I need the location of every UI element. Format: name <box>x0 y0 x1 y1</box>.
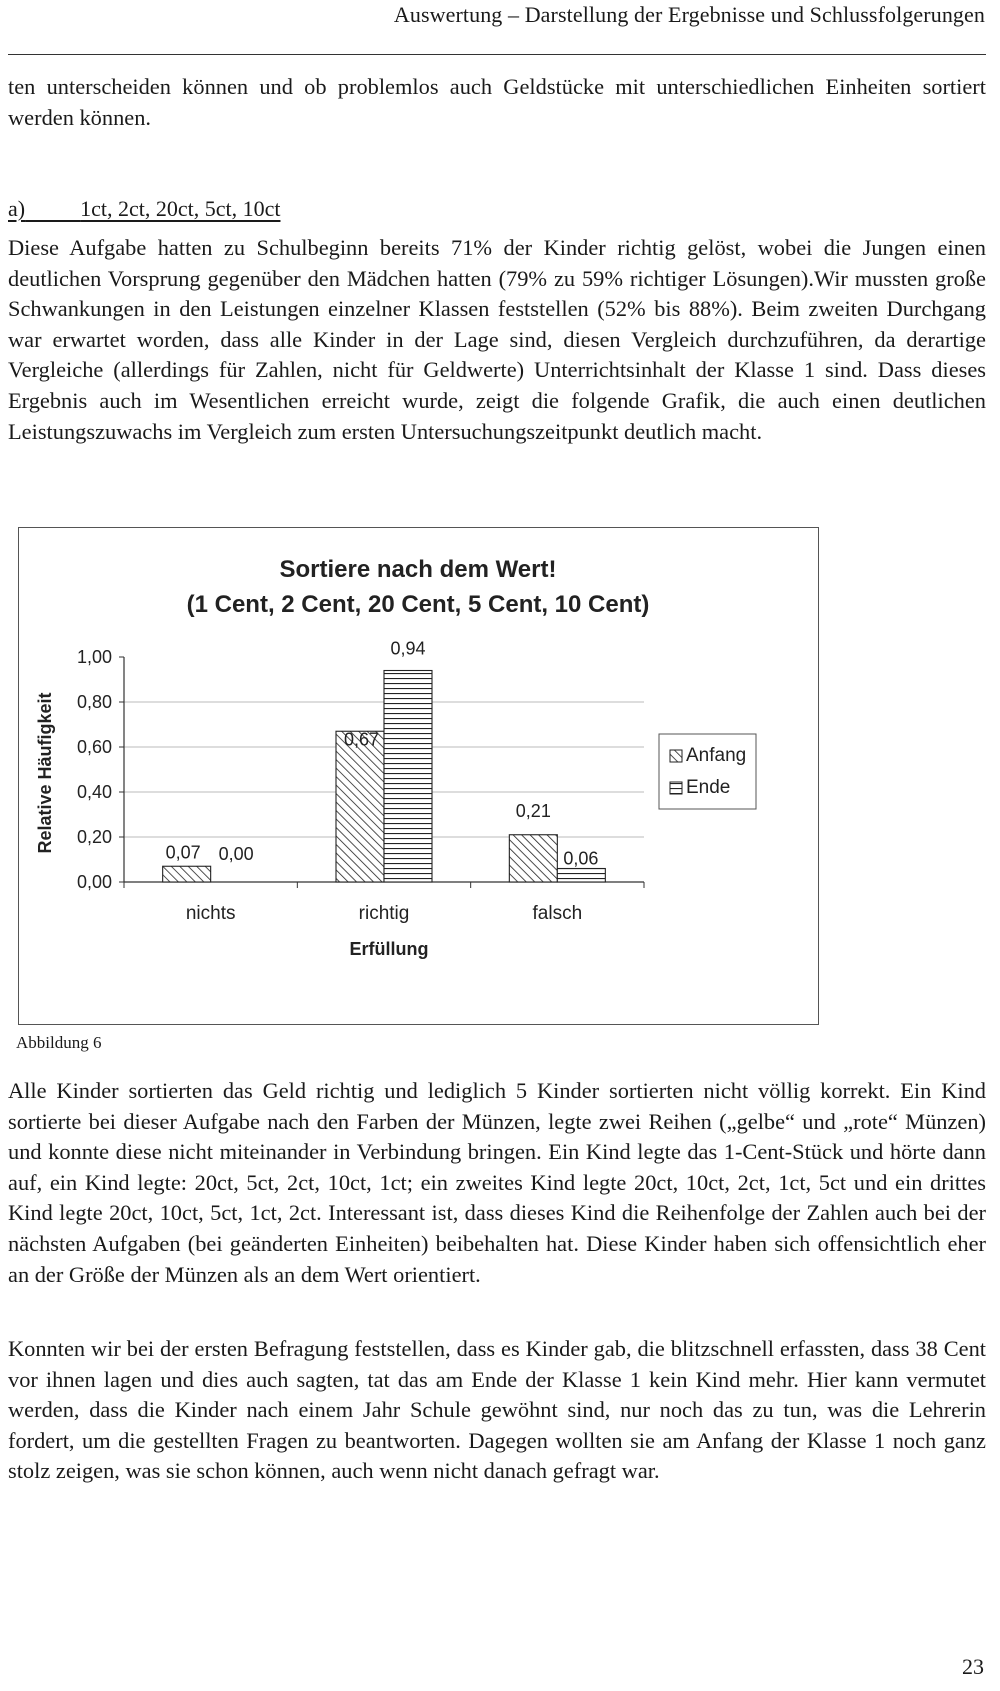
y-tick-label: 0,00 <box>76 872 112 892</box>
bar-anfang-richtig <box>336 731 384 882</box>
y-tick-label: 0,20 <box>76 827 112 847</box>
chart-subtitle: (1 Cent, 2 Cent, 20 Cent, 5 Cent, 10 Cent) <box>186 591 650 618</box>
figure-caption: Abbildung 6 <box>16 1033 102 1052</box>
bar-ende-richtig <box>384 671 432 883</box>
y-axis-label: Relative Häufigkeit <box>35 692 55 854</box>
data-label-ende-falsch: 0,06 <box>563 848 599 869</box>
y-tick-label: 0,60 <box>76 737 112 757</box>
data-label-anfang-nichts: 0,07 <box>165 842 201 863</box>
bar-anfang-nichts <box>163 866 211 882</box>
paragraph-1: Diese Aufgabe hatten zu Schulbeginn bereits 71% der Kinder richtig gelöst, wobei die Jungen einen deutlichen Vorsprung gegenüber den Mädchen hatten (79% zu 59% richtiger Lösungen).Wir mussten große Schwankungen in den Leistungen einzelner Klassen feststellen (52% bis 88%). Beim zweiten Durchgang war erwartet worden, dass alle Kinder in der Lage sind, diesen Vergleich durchzuführen, da derartige Vergleiche (allerdings für Zahlen, nicht für Geldwerte) Unterrichtsinhalt der Klasse 1 sind. Dass dieses Ergebnis auch im Wesentlichen erreicht wurde, zeigt die folgende Grafik, die auch einen deutlichen Leistungszuwachs im Vergleich zum ersten Untersuchungszeitpunkt deutlich macht. <box>8 235 986 444</box>
x-tick-label-falsch: falsch <box>532 903 583 924</box>
section-title: 1ct, 2ct, 20ct, 5ct, 10ct <box>80 196 281 221</box>
legend-label-anfang: Anfang <box>686 745 747 766</box>
figure-frame <box>18 527 819 1025</box>
x-tick-label-richtig: richtig <box>358 903 410 924</box>
bar-chart <box>19 528 818 1024</box>
data-label-ende-richtig: 0,94 <box>390 638 426 659</box>
y-tick-label: 0,80 <box>76 692 112 712</box>
legend-swatch-ende <box>670 782 682 794</box>
section-label: a) <box>8 196 26 221</box>
intro-paragraph: ten unterscheiden können und ob problemlos auch Geldstücke mit unterschiedlichen Einheiten sortiert werden können. <box>8 74 986 130</box>
legend-label-ende: Ende <box>686 777 731 798</box>
section-heading <box>8 196 280 222</box>
data-label-anfang-falsch: 0,21 <box>515 800 551 821</box>
bar-anfang-falsch <box>509 835 557 882</box>
x-axis-label: Erfüllung <box>349 939 429 959</box>
page-number: 23 <box>962 1654 984 1679</box>
chart-title: Sortiere nach dem Wert! <box>279 556 557 583</box>
paragraph-3: Konnten wir bei der ersten Befragung feststellen, dass es Kinder gab, die blitzschnell erfassten, dass 38 Cent vor ihnen lagen und dies auch sagten, tat das am Ende der Klasse 1 kein Kind mehr. Hier kann vermutet werden, dass die Kinder nach einem Jahr Schule gewöhnt sind, nur noch das zu tun, was die Lehrerin fordert, um die gestellten Fragen zu beantworten. Dagegen wollten sie am Anfang der Klasse 1 noch ganz stolz zeigen, was sie schon können, auch wenn nicht danach gefragt war. <box>8 1336 986 1484</box>
y-tick-label: 0,40 <box>76 782 112 802</box>
data-label-ende-nichts: 0,00 <box>218 844 254 864</box>
running-header: Auswertung – Darstellung der Ergebnisse und Schlussfolgerungen <box>393 2 985 27</box>
section-gap <box>25 196 80 221</box>
x-tick-label-nichts: nichts <box>185 903 236 924</box>
legend-swatch-anfang <box>670 750 682 762</box>
chart-legend <box>659 734 756 809</box>
y-tick-label: 1,00 <box>76 647 112 667</box>
header-rule <box>8 54 986 55</box>
bar-ende-falsch <box>557 869 605 883</box>
paragraph-2: Alle Kinder sortierten das Geld richtig und lediglich 5 Kinder sortierten nicht völlig korrekt. Ein Kind sortierte bei dieser Aufgabe nach den Farben der Münzen, legte zwei Reihen („gelbe“ und „rote“ Münzen) und konnte diese nicht miteinander in Verbindung bringen. Ein Kind legte das 1-Cent-Stück und hörte dann auf, ein Kind legte: 20ct, 5ct, 2ct, 10ct, 1ct; ein zweites Kind legte 20ct, 10ct, 2ct, 1ct, 5ct und ein drittes Kind legte 20ct, 10ct, 5ct, 1ct, 2ct. Interessant ist, dass dieses Kind die Reihenfolge der Zahlen auch bei der nächsten Aufgaben (bei geänderten Einheiten) beibehalten hat. Diese Kinder haben sich offensichtlich eher an der Größe der Münzen als an dem Wert orientiert. <box>8 1078 986 1287</box>
data-label-anfang-richtig: 0,67 <box>344 729 380 750</box>
